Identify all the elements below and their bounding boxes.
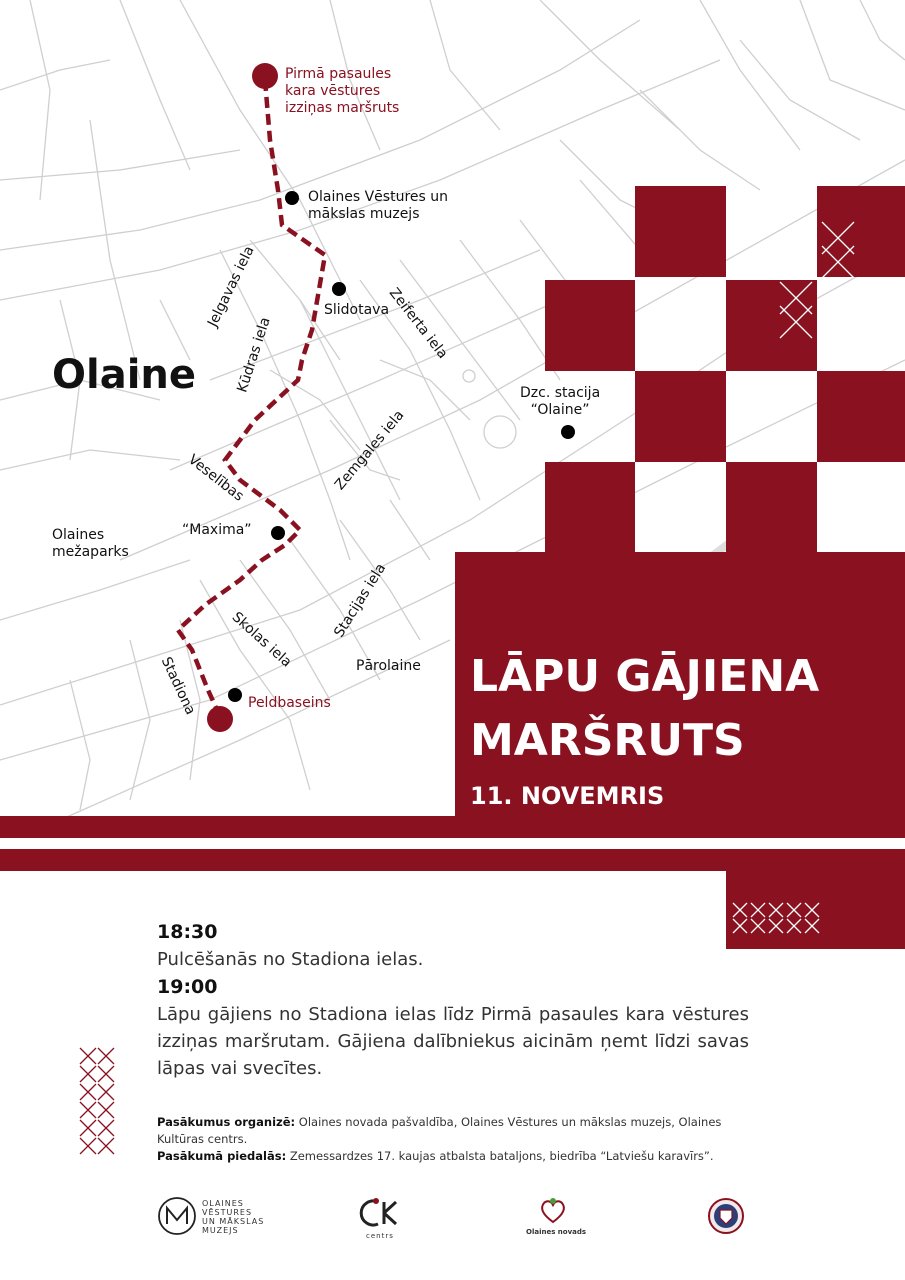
participants-label: Pasākumā piedalās: xyxy=(157,1149,287,1163)
city-label: Olaine xyxy=(52,352,197,398)
parolaine-label: Pārolaine xyxy=(356,658,421,674)
schedule-text-1: Pulcēšanās no Stadiona ielas. xyxy=(157,949,424,970)
olaine-heart-logo-icon xyxy=(538,1196,568,1226)
band-1 xyxy=(0,816,905,838)
pool-label: Peldbaseins xyxy=(248,695,331,711)
poster-title-line2: MARŠRUTS xyxy=(470,715,745,766)
route-start-marker[interactable] xyxy=(252,63,278,89)
organizers-line xyxy=(157,1114,757,1148)
street-stacijas: Stacijas iela xyxy=(331,560,390,641)
pool-marker[interactable] xyxy=(228,688,242,702)
credits xyxy=(157,1114,757,1165)
station-marker[interactable] xyxy=(561,425,575,439)
street-kudras: Kūdras iela xyxy=(234,315,274,395)
maxima-marker[interactable] xyxy=(271,526,285,540)
cross-pattern-left xyxy=(80,1048,114,1154)
organizers-text: Olaines novada pašvaldība, Olaines Vēstures un mākslas muzejs, Olaines Kultūras centrs. xyxy=(157,1115,722,1146)
museum-logo-text: OLAINES VĒSTURES UN MĀKSLAS MUZEJS xyxy=(202,1199,265,1235)
street-skolas: Skolas iela xyxy=(228,609,295,671)
route-end-marker[interactable] xyxy=(207,706,233,732)
ck-logo-icon xyxy=(356,1196,402,1230)
participants-line xyxy=(157,1148,757,1165)
participants-text: Zemessardzes 17. kaujas atbalsta bataljons, biedrība “Latviešu karavīrs”. xyxy=(289,1149,714,1163)
forest-park-label: Olaines mežaparks xyxy=(52,527,129,560)
street-zeiferta: Zeiferta iela xyxy=(385,285,451,362)
culture-logo-text: centrs xyxy=(366,1232,394,1240)
ice-rink-label: Slidotava xyxy=(324,302,390,318)
street-veselibas: Veselības xyxy=(185,451,247,505)
poster-title-line1: LĀPU GĀJIENA xyxy=(470,651,820,702)
route-line xyxy=(178,80,325,712)
battalion-badge-icon xyxy=(708,1196,744,1236)
street-jelgavas: Jelgavas iela xyxy=(204,243,258,330)
street-zemgales: Zemgales iela xyxy=(331,407,408,494)
organizers-label: Pasākumus organizē: xyxy=(157,1115,296,1129)
schedule xyxy=(157,918,749,1082)
event-date: 11. NOVEMRIS xyxy=(470,782,665,810)
municipality-logo-text: Olaines novads xyxy=(526,1228,587,1236)
maxima-label: “Maxima” xyxy=(182,522,252,538)
start-label: Pirmā pasaules kara vēstures izziņas maršruts xyxy=(285,66,400,116)
band-2 xyxy=(0,849,905,871)
street-stadiona: Stadiona xyxy=(157,654,199,718)
schedule-time-2: 19:00 xyxy=(157,976,218,998)
station-label: Dzc. stacija “Olaine” xyxy=(520,385,601,418)
museum-m-logo-icon xyxy=(157,1196,197,1236)
ice-rink-marker[interactable] xyxy=(332,282,346,296)
schedule-time-1: 18:30 xyxy=(157,921,218,943)
museum-marker[interactable] xyxy=(285,191,299,205)
museum-label: Olaines Vēstures un mākslas muzejs xyxy=(308,189,449,222)
schedule-text-2: Lāpu gājiens no Stadiona ielas līdz Pirmā pasaules kara vēstures izziņas maršrutam. Gājiena dalībniekus aicinām ņemt līdzi savas lāpas vai svecītes. xyxy=(157,1004,749,1079)
band-block xyxy=(726,871,905,949)
